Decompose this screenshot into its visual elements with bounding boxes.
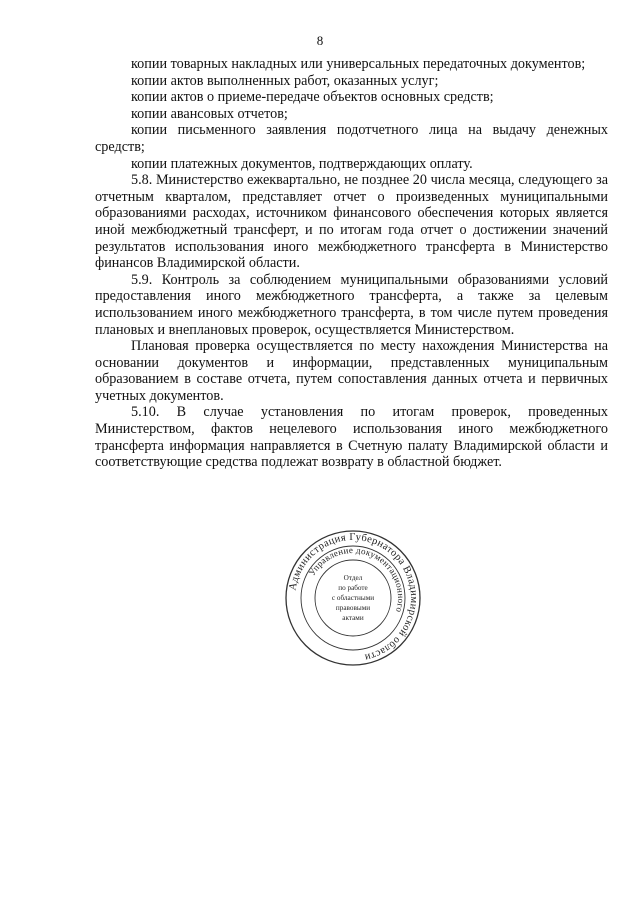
- document-body: [95, 56, 608, 471]
- stamp-center-line: с областными: [331, 594, 375, 602]
- list-item: копии платежных документов, подтверждающих оплату.: [131, 155, 473, 172]
- paragraph-5-9: 5.9. Контроль за соблюдением муниципальными образованиями условий предоставления иного межбюджетного трансферта, а также за целевым использованием иного межбюджетного трансферта, в том числе путем проведения плановых и внеплановых проверок, осуществляется Министерством.: [95, 271, 608, 338]
- paragraph-5-10: 5.10. В случае установления по итогам проверок, проведенных Министерством, фактов нецелевого использования иного межбюджетного трансферта информация направляется в Счетную палату Владимирской области и соответствующие средства подлежат возврату в областной бюджет.: [95, 404, 608, 471]
- list-item: копии товарных накладных или универсальных передаточных документов;: [131, 56, 586, 72]
- stamp-inner-text: Управление документационного: [306, 544, 407, 614]
- page-number: 8: [316, 33, 324, 48]
- list-item: копии актов выполненных работ, оказанных услуг;: [131, 72, 439, 89]
- list-item: копии авансовых отчетов;: [131, 105, 288, 122]
- paragraph-5-8: 5.8. Министерство ежеквартально, не позднее 20 числа месяца, следующего за отчетным кварталом, представляет отчет о произведенных муниципальными образованиями расходах, источником финансового обеспечения которых является иной межбюджетный трансферт, и по итогам года отчет о достижении значений результатов использования иного межбюджетного трансферта в Министерство финансов Владимирской области.: [95, 172, 608, 272]
- stamp-center-line: правовыми: [335, 604, 371, 612]
- stamp-center-line: актами: [342, 614, 364, 622]
- stamp-center-line: Отдел: [343, 574, 363, 582]
- stamp-outer-text: Администрация Губернатора Владимирской области: [287, 531, 420, 663]
- list-item: копии актов о приеме-передаче объектов основных средств;: [131, 89, 494, 106]
- stamp-center-line: по работе: [338, 584, 368, 592]
- official-stamp: [283, 528, 423, 668]
- paragraph-planned-inspection: Плановая проверка осуществляется по месту нахождения Министерства на основании документов и информации, представленных муниципальным образованием в составе отчета, путем сопоставления данных отчета и первичных учетных документов.: [95, 338, 608, 404]
- list-item: копии письменного заявления подотчетного лица на выдачу денежных средств;: [95, 122, 608, 155]
